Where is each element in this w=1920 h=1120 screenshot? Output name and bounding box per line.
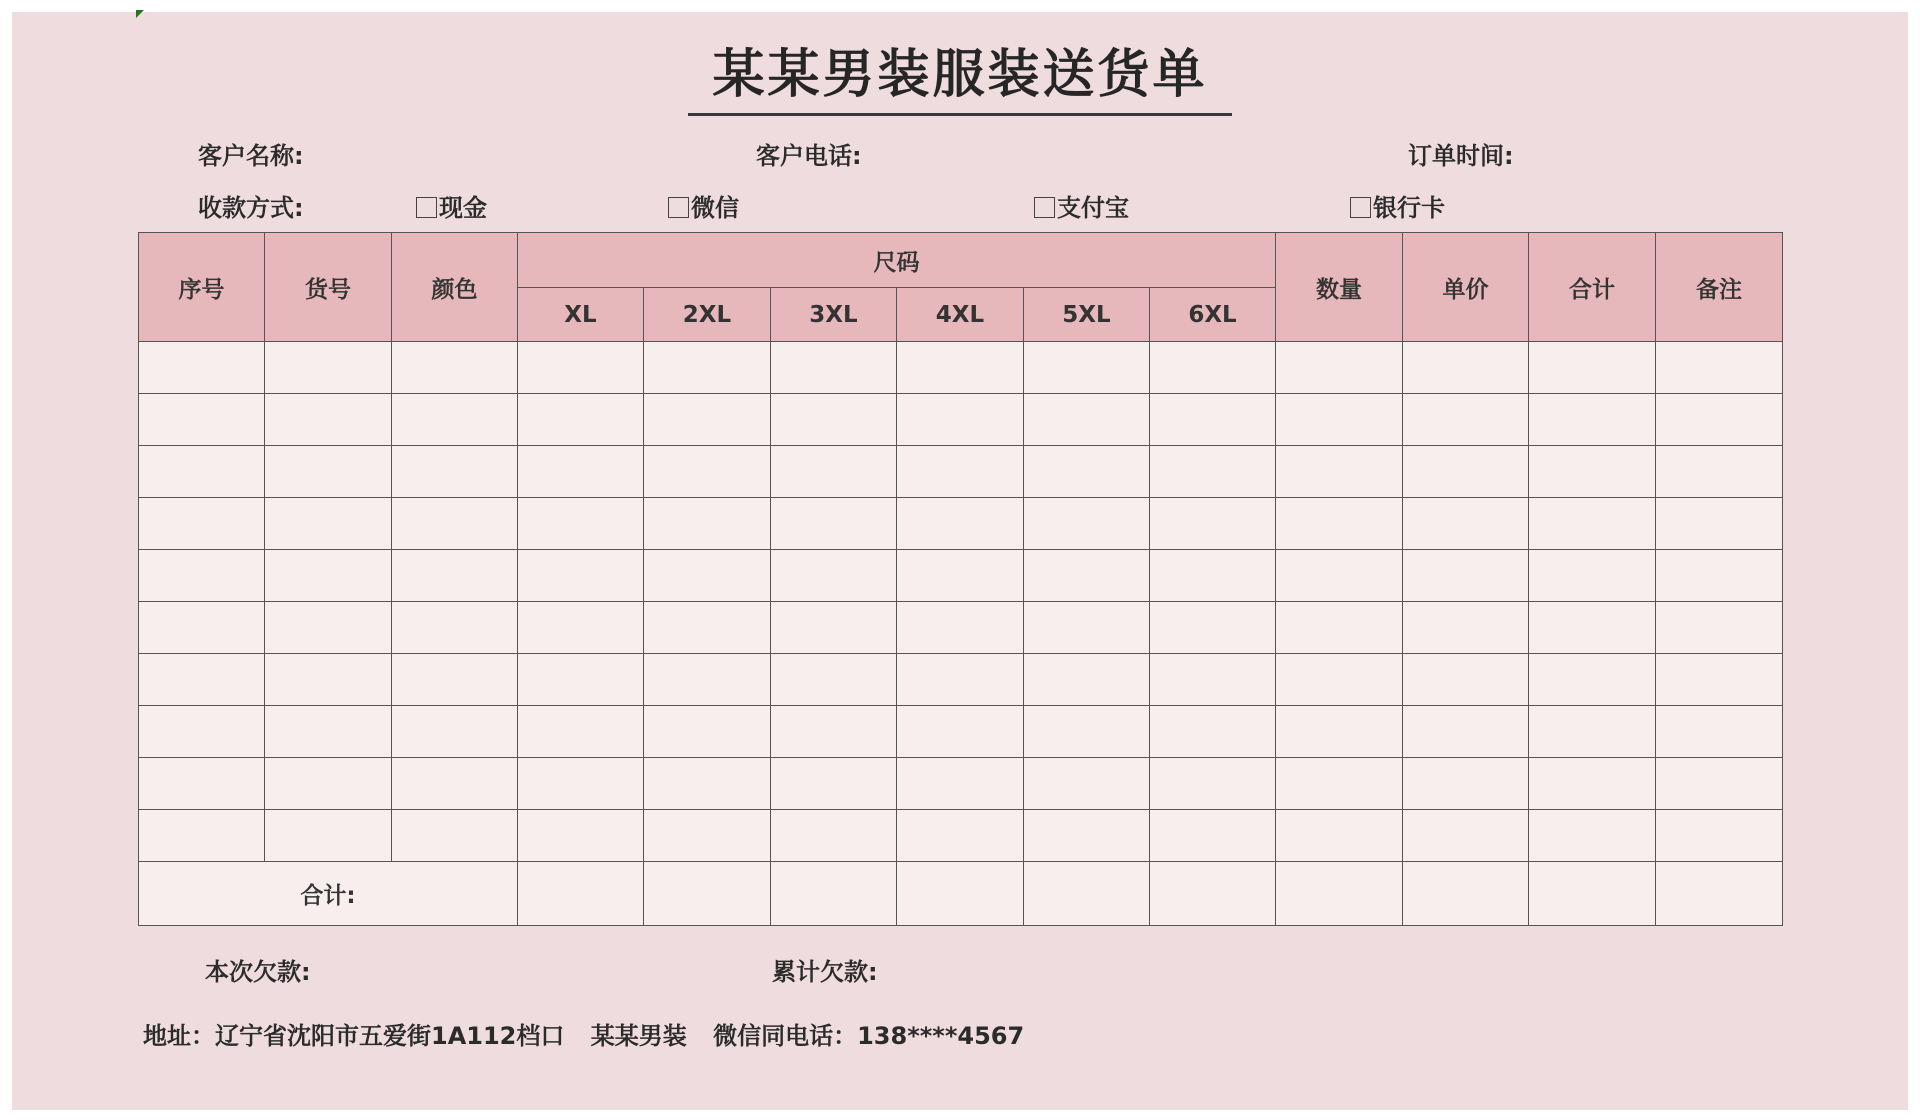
table-row: [139, 602, 1783, 654]
table-cell[interactable]: [1276, 446, 1403, 498]
table-row: [139, 654, 1783, 706]
table-row: [139, 498, 1783, 550]
table-cell[interactable]: [644, 446, 771, 498]
table-cell[interactable]: [392, 394, 518, 446]
table-cell[interactable]: [1024, 654, 1150, 706]
table-cell[interactable]: [771, 810, 897, 862]
table-cell[interactable]: [392, 446, 518, 498]
table-cell[interactable]: [644, 498, 771, 550]
total-cell[interactable]: [771, 862, 897, 926]
table-cell[interactable]: [897, 394, 1024, 446]
footer-address: 地址：辽宁省沈阳市五爱街1A112档口: [143, 1022, 565, 1050]
table-row: [139, 342, 1783, 394]
table-cell[interactable]: [1150, 602, 1276, 654]
table-cell[interactable]: [1403, 498, 1529, 550]
table-cell[interactable]: [644, 602, 771, 654]
table-cell[interactable]: [265, 446, 392, 498]
total-cell[interactable]: [518, 862, 644, 926]
total-cell[interactable]: [1024, 862, 1150, 926]
table-cell[interactable]: [897, 550, 1024, 602]
table-row: [139, 394, 1783, 446]
total-row: [139, 862, 1783, 926]
table-cell[interactable]: [1024, 446, 1150, 498]
payment-option-label: 微信: [691, 194, 739, 222]
table-cell[interactable]: [1529, 342, 1656, 394]
footer-phone: 微信同电话：138****4567: [713, 1022, 1025, 1050]
table-cell[interactable]: [644, 550, 771, 602]
table-cell[interactable]: [771, 498, 897, 550]
table-cell[interactable]: [1024, 550, 1150, 602]
header-index: 序号: [139, 233, 265, 342]
table-cell[interactable]: [897, 342, 1024, 394]
table-cell[interactable]: [1150, 654, 1276, 706]
table-cell[interactable]: [897, 498, 1024, 550]
header-size-5xl: 5XL: [1024, 288, 1150, 342]
checkbox-wechat[interactable]: [668, 197, 689, 218]
table-cell[interactable]: [139, 394, 265, 446]
table-cell[interactable]: [1024, 706, 1150, 758]
table-cell[interactable]: [1529, 498, 1656, 550]
table-cell[interactable]: [139, 550, 265, 602]
table-cell[interactable]: [1403, 810, 1529, 862]
table-cell[interactable]: [265, 498, 392, 550]
table-cell[interactable]: [139, 498, 265, 550]
table-cell[interactable]: [1656, 810, 1783, 862]
table-cell[interactable]: [139, 342, 265, 394]
table-cell[interactable]: [1024, 810, 1150, 862]
table-cell[interactable]: [392, 550, 518, 602]
table-cell[interactable]: [1150, 758, 1276, 810]
table-cell[interactable]: [1024, 498, 1150, 550]
table-cell[interactable]: [392, 602, 518, 654]
table-cell[interactable]: [1529, 446, 1656, 498]
table-cell[interactable]: [392, 706, 518, 758]
table-cell[interactable]: [1656, 498, 1783, 550]
table-cell[interactable]: [265, 810, 392, 862]
table-cell[interactable]: [1529, 654, 1656, 706]
payment-option-label: 银行卡: [1373, 194, 1445, 222]
footer-shop-name: 某某男装: [590, 1022, 687, 1050]
table-cell[interactable]: [518, 758, 644, 810]
table-cell[interactable]: [1403, 654, 1529, 706]
checkbox-cash[interactable]: [416, 197, 437, 218]
cell-corner-marker: [136, 10, 144, 18]
payment-option-label: 现金: [439, 194, 487, 222]
table-cell[interactable]: [897, 706, 1024, 758]
table-cell[interactable]: [1276, 550, 1403, 602]
table-body: [139, 342, 1783, 926]
table-cell[interactable]: [518, 602, 644, 654]
total-label: 合计:: [139, 862, 518, 926]
table-cell[interactable]: [897, 654, 1024, 706]
table-cell[interactable]: [1529, 394, 1656, 446]
table-cell[interactable]: [1024, 394, 1150, 446]
table-cell[interactable]: [644, 758, 771, 810]
table-cell[interactable]: [265, 602, 392, 654]
total-cell[interactable]: [1150, 862, 1276, 926]
table-cell[interactable]: [518, 654, 644, 706]
table-cell[interactable]: [897, 758, 1024, 810]
table-cell[interactable]: [771, 654, 897, 706]
table-cell[interactable]: [1656, 758, 1783, 810]
table-cell[interactable]: [139, 602, 265, 654]
table-cell[interactable]: [644, 706, 771, 758]
table-cell[interactable]: [1276, 602, 1403, 654]
table-cell[interactable]: [1150, 498, 1276, 550]
table-cell[interactable]: [644, 394, 771, 446]
table-cell[interactable]: [1276, 758, 1403, 810]
order-time-label: 订单时间:: [1408, 142, 1514, 170]
table-cell[interactable]: [1150, 706, 1276, 758]
table-cell[interactable]: [771, 446, 897, 498]
footer-info: [143, 1016, 1042, 1051]
table-cell[interactable]: [897, 446, 1024, 498]
table-cell[interactable]: [1529, 602, 1656, 654]
table-cell[interactable]: [1024, 602, 1150, 654]
payment-option-label: 支付宝: [1057, 194, 1129, 222]
table-cell[interactable]: [518, 810, 644, 862]
table-cell[interactable]: [897, 602, 1024, 654]
table-cell[interactable]: [1403, 758, 1529, 810]
table-cell[interactable]: [265, 706, 392, 758]
total-cell[interactable]: [897, 862, 1024, 926]
table-cell[interactable]: [139, 758, 265, 810]
table-cell[interactable]: [1150, 550, 1276, 602]
table-cell[interactable]: [139, 654, 265, 706]
table-cell[interactable]: [1403, 550, 1529, 602]
table-cell[interactable]: [518, 706, 644, 758]
table-cell[interactable]: [518, 394, 644, 446]
header-item-no: 货号: [265, 233, 392, 342]
checkbox-alipay[interactable]: [1034, 197, 1055, 218]
table-cell[interactable]: [1656, 394, 1783, 446]
payment-option-bankcard[interactable]: [1350, 188, 1445, 223]
table-cell[interactable]: [1656, 654, 1783, 706]
header-unit-price: 单价: [1403, 233, 1529, 342]
header-size-group: 尺码: [518, 233, 1276, 288]
header-color: 颜色: [392, 233, 518, 342]
table-cell[interactable]: [1150, 810, 1276, 862]
table-cell[interactable]: [392, 498, 518, 550]
table-cell[interactable]: [518, 498, 644, 550]
table-cell[interactable]: [1529, 810, 1656, 862]
table-cell[interactable]: [1276, 706, 1403, 758]
table-cell[interactable]: [1403, 602, 1529, 654]
table-cell[interactable]: [265, 654, 392, 706]
table-cell[interactable]: [644, 810, 771, 862]
table-cell[interactable]: [392, 810, 518, 862]
table-cell[interactable]: [1276, 498, 1403, 550]
table-cell[interactable]: [139, 810, 265, 862]
current-debt-label: 本次欠款:: [205, 958, 311, 986]
table-cell[interactable]: [1276, 654, 1403, 706]
table-cell[interactable]: [1403, 394, 1529, 446]
cumulative-debt-label: 累计欠款:: [772, 958, 878, 986]
table-row: [139, 758, 1783, 810]
table-cell[interactable]: [1403, 446, 1529, 498]
payment-option-alipay[interactable]: [1034, 188, 1129, 223]
table-cell[interactable]: [1656, 550, 1783, 602]
header-quantity: 数量: [1276, 233, 1403, 342]
header-size-4xl: 4XL: [897, 288, 1024, 342]
table-cell[interactable]: [392, 342, 518, 394]
table-cell[interactable]: [392, 654, 518, 706]
header-remark: 备注: [1656, 233, 1783, 342]
total-cell[interactable]: [1276, 862, 1403, 926]
table-cell[interactable]: [1276, 394, 1403, 446]
table-cell[interactable]: [1150, 394, 1276, 446]
table-row: [139, 446, 1783, 498]
page-title: [0, 32, 1920, 116]
table-cell[interactable]: [139, 706, 265, 758]
table-cell[interactable]: [392, 758, 518, 810]
table-cell[interactable]: [1656, 706, 1783, 758]
table-cell[interactable]: [265, 758, 392, 810]
table-cell[interactable]: [1024, 342, 1150, 394]
table-cell[interactable]: [1656, 446, 1783, 498]
table-cell[interactable]: [518, 342, 644, 394]
table-cell[interactable]: [1150, 446, 1276, 498]
title-text: 某某男装服装送货单: [688, 32, 1231, 116]
table-cell[interactable]: [771, 602, 897, 654]
table-row: [139, 810, 1783, 862]
table-cell[interactable]: [265, 550, 392, 602]
table-cell[interactable]: [771, 394, 897, 446]
total-cell[interactable]: [1529, 862, 1656, 926]
table-cell[interactable]: [897, 810, 1024, 862]
table-cell[interactable]: [1529, 550, 1656, 602]
table-cell[interactable]: [139, 446, 265, 498]
header-subtotal: 合计: [1529, 233, 1656, 342]
table-row: [139, 706, 1783, 758]
table-cell[interactable]: [518, 446, 644, 498]
table-cell[interactable]: [518, 550, 644, 602]
table-row: [139, 550, 1783, 602]
customer-phone-label: 客户电话:: [756, 142, 862, 170]
header-size-3xl: 3XL: [771, 288, 897, 342]
table-cell[interactable]: [771, 706, 897, 758]
header-size-2xl: 2XL: [644, 288, 771, 342]
table-cell[interactable]: [1403, 342, 1529, 394]
table-cell[interactable]: [644, 654, 771, 706]
customer-name-label: 客户名称:: [198, 142, 304, 170]
table-cell[interactable]: [1150, 342, 1276, 394]
header-size-6xl: 6XL: [1150, 288, 1276, 342]
table-cell[interactable]: [1276, 342, 1403, 394]
table-cell[interactable]: [771, 758, 897, 810]
delivery-table: [138, 232, 1783, 926]
table-cell[interactable]: [1403, 706, 1529, 758]
total-cell[interactable]: [644, 862, 771, 926]
table-cell[interactable]: [1656, 602, 1783, 654]
table-cell[interactable]: [1529, 758, 1656, 810]
header-size-xl: XL: [518, 288, 644, 342]
table-cell[interactable]: [1529, 706, 1656, 758]
table-cell[interactable]: [265, 342, 392, 394]
table-cell[interactable]: [1024, 758, 1150, 810]
table-cell[interactable]: [771, 342, 897, 394]
table-cell[interactable]: [265, 394, 392, 446]
table-cell[interactable]: [771, 550, 897, 602]
total-cell[interactable]: [1403, 862, 1529, 926]
payment-method-label: 收款方式:: [198, 194, 304, 222]
payment-option-cash[interactable]: [416, 188, 487, 223]
table-cell[interactable]: [1276, 810, 1403, 862]
payment-option-wechat[interactable]: [668, 188, 739, 223]
table-cell[interactable]: [1656, 342, 1783, 394]
checkbox-bankcard[interactable]: [1350, 197, 1371, 218]
total-cell[interactable]: [1656, 862, 1783, 926]
table-cell[interactable]: [644, 342, 771, 394]
